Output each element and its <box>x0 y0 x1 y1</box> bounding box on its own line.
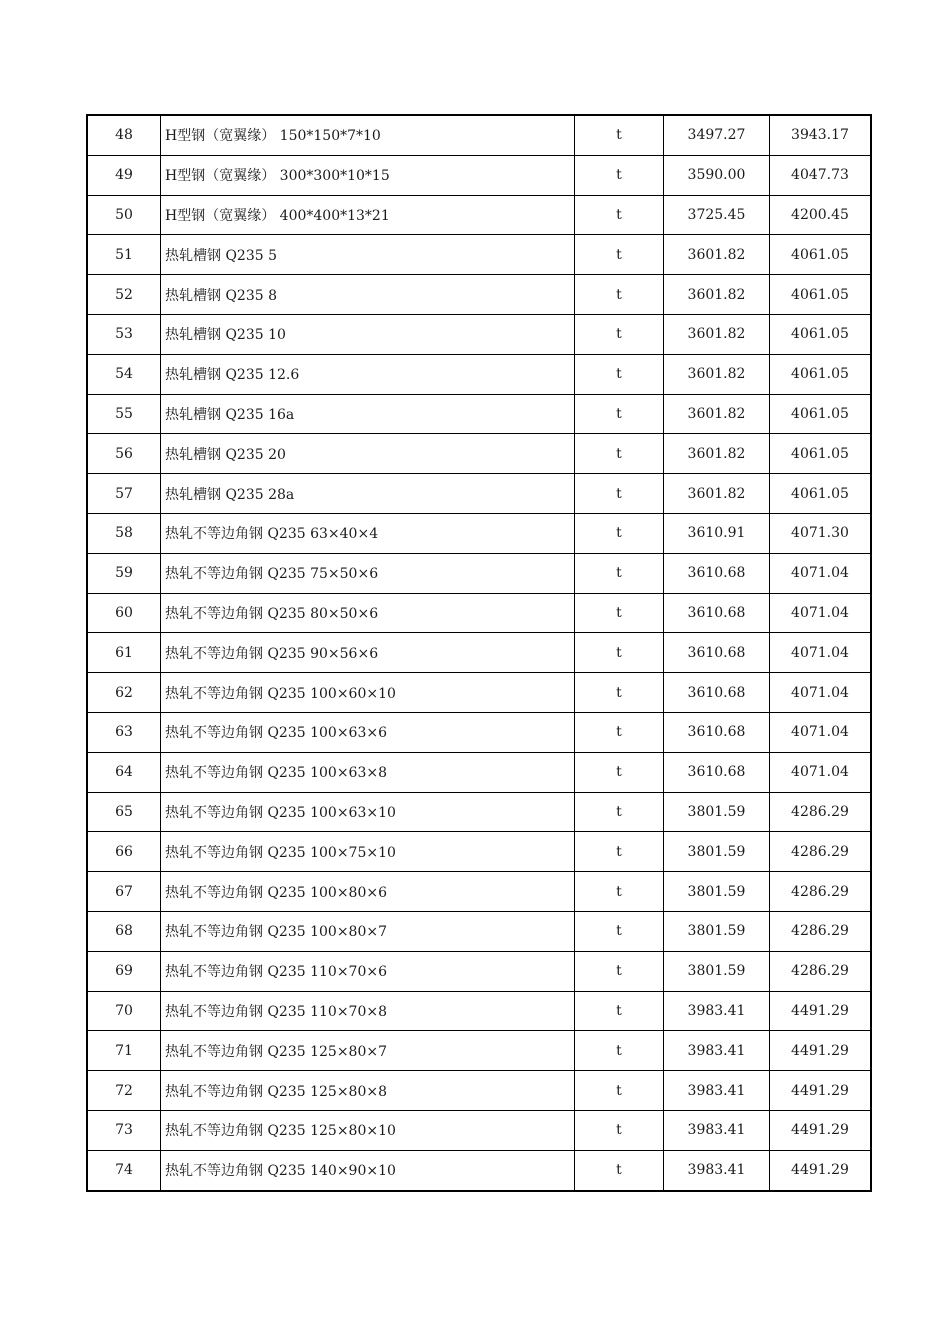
price-incl-tax-cell: 4061.05 <box>770 275 872 315</box>
material-name-cell: 热轧槽钢 Q235 10 <box>161 314 575 354</box>
unit-cell: t <box>575 673 664 713</box>
price-incl-tax-cell: 4286.29 <box>770 872 872 912</box>
material-name-cell: 热轧不等边角钢 Q235 110×70×6 <box>161 951 575 991</box>
row-number-cell: 69 <box>87 951 161 991</box>
material-name-cell: 热轧不等边角钢 Q235 125×80×7 <box>161 1031 575 1071</box>
unit-cell: t <box>575 752 664 792</box>
unit-cell: t <box>575 951 664 991</box>
table-row <box>87 195 871 235</box>
price-incl-tax-cell: 4071.04 <box>770 712 872 752</box>
material-name-cell: 热轧不等边角钢 Q235 125×80×10 <box>161 1110 575 1150</box>
row-number-cell: 71 <box>87 1031 161 1071</box>
unit-cell: t <box>575 712 664 752</box>
table-row <box>87 593 871 633</box>
table-row <box>87 712 871 752</box>
price-excl-tax-cell: 3983.41 <box>664 1110 770 1150</box>
price-excl-tax-cell: 3801.59 <box>664 832 770 872</box>
table-row <box>87 832 871 872</box>
price-excl-tax-cell: 3610.91 <box>664 513 770 553</box>
material-name-cell: 热轧不等边角钢 Q235 100×60×10 <box>161 673 575 713</box>
price-incl-tax-cell: 4047.73 <box>770 155 872 195</box>
row-number-cell: 53 <box>87 314 161 354</box>
table-row <box>87 1031 871 1071</box>
unit-cell: t <box>575 434 664 474</box>
price-incl-tax-cell: 4071.30 <box>770 513 872 553</box>
price-table-body <box>87 115 871 1191</box>
price-incl-tax-cell: 4491.29 <box>770 1110 872 1150</box>
price-incl-tax-cell: 4286.29 <box>770 911 872 951</box>
price-incl-tax-cell: 4061.05 <box>770 314 872 354</box>
material-name-cell: 热轧不等边角钢 Q235 100×80×7 <box>161 911 575 951</box>
table-row <box>87 394 871 434</box>
unit-cell: t <box>575 792 664 832</box>
material-name-cell: H型钢（宽翼缘） 150*150*7*10 <box>161 115 575 155</box>
row-number-cell: 65 <box>87 792 161 832</box>
row-number-cell: 72 <box>87 1071 161 1111</box>
material-name-cell: 热轧不等边角钢 Q235 100×75×10 <box>161 832 575 872</box>
material-name-cell: 热轧槽钢 Q235 28a <box>161 474 575 514</box>
price-incl-tax-cell: 4061.05 <box>770 394 872 434</box>
table-row <box>87 235 871 275</box>
price-incl-tax-cell: 4286.29 <box>770 792 872 832</box>
price-excl-tax-cell: 3610.68 <box>664 673 770 713</box>
material-name-cell: 热轧槽钢 Q235 8 <box>161 275 575 315</box>
price-excl-tax-cell: 3801.59 <box>664 872 770 912</box>
price-incl-tax-cell: 4491.29 <box>770 1071 872 1111</box>
material-name-cell: 热轧不等边角钢 Q235 125×80×8 <box>161 1071 575 1111</box>
unit-cell: t <box>575 553 664 593</box>
price-incl-tax-cell: 4491.29 <box>770 1031 872 1071</box>
material-name-cell: 热轧槽钢 Q235 5 <box>161 235 575 275</box>
table-row <box>87 991 871 1031</box>
material-name-cell: 热轧不等边角钢 Q235 100×63×10 <box>161 792 575 832</box>
row-number-cell: 48 <box>87 115 161 155</box>
table-row <box>87 1110 871 1150</box>
table-row <box>87 752 871 792</box>
table-row <box>87 354 871 394</box>
row-number-cell: 63 <box>87 712 161 752</box>
material-name-cell: H型钢（宽翼缘） 400*400*13*21 <box>161 195 575 235</box>
unit-cell: t <box>575 593 664 633</box>
table-row <box>87 553 871 593</box>
material-name-cell: 热轧不等边角钢 Q235 100×63×8 <box>161 752 575 792</box>
price-excl-tax-cell: 3983.41 <box>664 1031 770 1071</box>
unit-cell: t <box>575 235 664 275</box>
row-number-cell: 60 <box>87 593 161 633</box>
row-number-cell: 64 <box>87 752 161 792</box>
table-row <box>87 115 871 155</box>
unit-cell: t <box>575 991 664 1031</box>
price-excl-tax-cell: 3497.27 <box>664 115 770 155</box>
price-excl-tax-cell: 3601.82 <box>664 354 770 394</box>
price-excl-tax-cell: 3610.68 <box>664 712 770 752</box>
material-name-cell: 热轧不等边角钢 Q235 63×40×4 <box>161 513 575 553</box>
table-row <box>87 673 871 713</box>
material-name-cell: 热轧不等边角钢 Q235 100×80×6 <box>161 872 575 912</box>
unit-cell: t <box>575 195 664 235</box>
row-number-cell: 68 <box>87 911 161 951</box>
unit-cell: t <box>575 832 664 872</box>
table-row <box>87 474 871 514</box>
row-number-cell: 54 <box>87 354 161 394</box>
material-name-cell: 热轧槽钢 Q235 16a <box>161 394 575 434</box>
row-number-cell: 52 <box>87 275 161 315</box>
table-row <box>87 1150 871 1190</box>
row-number-cell: 61 <box>87 633 161 673</box>
table-row <box>87 792 871 832</box>
price-excl-tax-cell: 3610.68 <box>664 593 770 633</box>
unit-cell: t <box>575 314 664 354</box>
price-excl-tax-cell: 3601.82 <box>664 275 770 315</box>
table-row <box>87 155 871 195</box>
table-row <box>87 872 871 912</box>
price-incl-tax-cell: 4286.29 <box>770 951 872 991</box>
price-incl-tax-cell: 4071.04 <box>770 673 872 713</box>
unit-cell: t <box>575 1110 664 1150</box>
row-number-cell: 59 <box>87 553 161 593</box>
unit-cell: t <box>575 1031 664 1071</box>
price-incl-tax-cell: 4071.04 <box>770 633 872 673</box>
price-excl-tax-cell: 3601.82 <box>664 434 770 474</box>
unit-cell: t <box>575 394 664 434</box>
table-row <box>87 275 871 315</box>
unit-cell: t <box>575 155 664 195</box>
price-excl-tax-cell: 3983.41 <box>664 991 770 1031</box>
unit-cell: t <box>575 354 664 394</box>
price-incl-tax-cell: 4071.04 <box>770 752 872 792</box>
unit-cell: t <box>575 513 664 553</box>
price-excl-tax-cell: 3801.59 <box>664 911 770 951</box>
price-excl-tax-cell: 3601.82 <box>664 235 770 275</box>
unit-cell: t <box>575 115 664 155</box>
material-name-cell: 热轧槽钢 Q235 20 <box>161 434 575 474</box>
table-row <box>87 911 871 951</box>
price-excl-tax-cell: 3801.59 <box>664 792 770 832</box>
price-excl-tax-cell: 3601.82 <box>664 314 770 354</box>
row-number-cell: 58 <box>87 513 161 553</box>
price-incl-tax-cell: 4491.29 <box>770 991 872 1031</box>
material-name-cell: 热轧槽钢 Q235 12.6 <box>161 354 575 394</box>
material-name-cell: 热轧不等边角钢 Q235 140×90×10 <box>161 1150 575 1190</box>
unit-cell: t <box>575 633 664 673</box>
row-number-cell: 49 <box>87 155 161 195</box>
price-incl-tax-cell: 4071.04 <box>770 593 872 633</box>
unit-cell: t <box>575 1071 664 1111</box>
material-name-cell: 热轧不等边角钢 Q235 75×50×6 <box>161 553 575 593</box>
price-excl-tax-cell: 3610.68 <box>664 633 770 673</box>
price-excl-tax-cell: 3610.68 <box>664 553 770 593</box>
unit-cell: t <box>575 474 664 514</box>
price-incl-tax-cell: 4061.05 <box>770 474 872 514</box>
row-number-cell: 73 <box>87 1110 161 1150</box>
price-incl-tax-cell: 4491.29 <box>770 1150 872 1190</box>
price-excl-tax-cell: 3601.82 <box>664 394 770 434</box>
price-incl-tax-cell: 4061.05 <box>770 354 872 394</box>
price-excl-tax-cell: 3610.68 <box>664 752 770 792</box>
price-incl-tax-cell: 4061.05 <box>770 235 872 275</box>
material-name-cell: 热轧不等边角钢 Q235 80×50×6 <box>161 593 575 633</box>
price-table <box>86 114 872 1192</box>
price-excl-tax-cell: 3983.41 <box>664 1150 770 1190</box>
row-number-cell: 66 <box>87 832 161 872</box>
price-incl-tax-cell: 4286.29 <box>770 832 872 872</box>
material-name-cell: H型钢（宽翼缘） 300*300*10*15 <box>161 155 575 195</box>
price-excl-tax-cell: 3801.59 <box>664 951 770 991</box>
unit-cell: t <box>575 872 664 912</box>
unit-cell: t <box>575 275 664 315</box>
material-name-cell: 热轧不等边角钢 Q235 110×70×8 <box>161 991 575 1031</box>
material-name-cell: 热轧不等边角钢 Q235 90×56×6 <box>161 633 575 673</box>
material-name-cell: 热轧不等边角钢 Q235 100×63×6 <box>161 712 575 752</box>
price-excl-tax-cell: 3725.45 <box>664 195 770 235</box>
row-number-cell: 56 <box>87 434 161 474</box>
table-row <box>87 434 871 474</box>
row-number-cell: 57 <box>87 474 161 514</box>
row-number-cell: 74 <box>87 1150 161 1190</box>
row-number-cell: 51 <box>87 235 161 275</box>
price-excl-tax-cell: 3590.00 <box>664 155 770 195</box>
table-row <box>87 951 871 991</box>
unit-cell: t <box>575 911 664 951</box>
table-row <box>87 314 871 354</box>
unit-cell: t <box>575 1150 664 1190</box>
row-number-cell: 67 <box>87 872 161 912</box>
price-excl-tax-cell: 3983.41 <box>664 1071 770 1111</box>
table-row <box>87 513 871 553</box>
table-row <box>87 633 871 673</box>
price-incl-tax-cell: 4071.04 <box>770 553 872 593</box>
table-row <box>87 1071 871 1111</box>
price-excl-tax-cell: 3601.82 <box>664 474 770 514</box>
row-number-cell: 50 <box>87 195 161 235</box>
price-incl-tax-cell: 4061.05 <box>770 434 872 474</box>
row-number-cell: 70 <box>87 991 161 1031</box>
row-number-cell: 55 <box>87 394 161 434</box>
row-number-cell: 62 <box>87 673 161 713</box>
price-incl-tax-cell: 4200.45 <box>770 195 872 235</box>
price-incl-tax-cell: 3943.17 <box>770 115 872 155</box>
